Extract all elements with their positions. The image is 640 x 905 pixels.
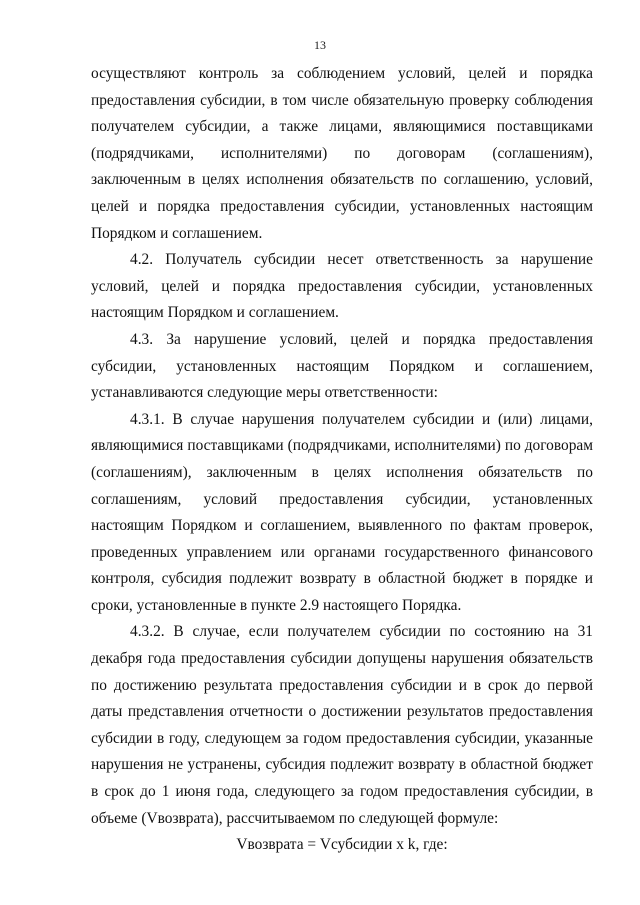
paragraph-4-3-1: 4.3.1. В случае нарушения получателем субсидии и (или) лицами, являющимися поставщиками (подрядчиками, исполнителями) по договорам (соглашениям), заключенным в целях исполнения обязательств по соглашениям, условий предоставления субсидии, установленных настоящим Порядком и соглашением, выявленного по фактам проверок, проведенных управлением или органами государственного финансового контроля, субсидия подлежит возврату в областной бюджет в порядке и сроки, установленные в пункте 2.9 настоящего Порядка. — [91, 410, 593, 614]
paragraph-4-3: 4.3. За нарушение условий, целей и порядка предоставления субсидии, установленных настоящим Порядком и соглашением, устанавливаются следующие меры ответственности: — [91, 330, 593, 402]
document-body — [91, 61, 593, 859]
paragraph-continuation: осуществляют контроль за соблюдением условий, целей и порядка предоставления субсидии, в том числе обязательную проверку соблюдения получателем субсидии, а также лицами, являющимися поставщиками (подрядчиками, исполнителями) по договорам (соглашениям), заключенным в целях исполнения обязательств по соглашению, условий, целей и порядка предоставления субсидии, установленных настоящим Порядком и соглашением. — [91, 65, 593, 242]
page-number: 13 — [314, 38, 326, 52]
paragraph-4-3-2: 4.3.2. В случае, если получателем субсидии по состоянию на 31 декабря года предоставления субсидии допущены нарушения обязательств по достижению результата предоставления субсидии и в срок до первой даты представления отчетности о достижении результатов предоставления субсидии в году, следующем за годом предоставления субсидии, указанные нарушения не устранены, субсидия подлежит возврату в областной бюджет в срок до 1 июня года, следующего за годом предоставления субсидии, в объеме (Vвозврата), рассчитываемом по следующей формуле: — [91, 623, 593, 827]
formula: Vвозврата = Vсубсидии x k, где: — [236, 836, 448, 854]
paragraph-4-2: 4.2. Получатель субсидии несет ответственность за нарушение условий, целей и порядка предоставления субсидии, установленных настоящим Порядком и соглашением. — [91, 251, 593, 322]
